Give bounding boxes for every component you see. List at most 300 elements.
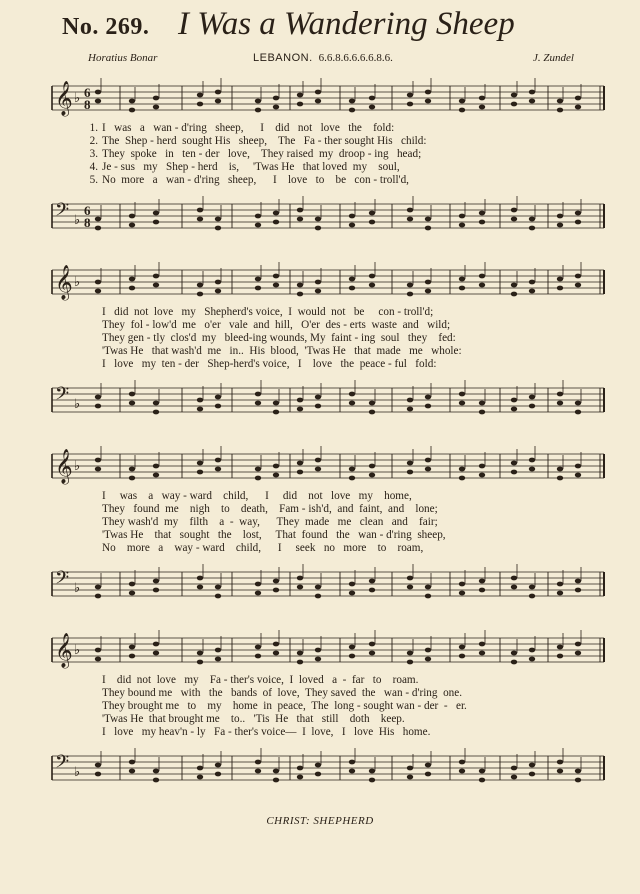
lyric-line	[88, 700, 608, 713]
note-head	[459, 769, 465, 774]
note-head	[407, 470, 413, 475]
flat-key-icon: ♭	[74, 580, 81, 595]
note-head	[129, 108, 135, 113]
note-head	[425, 280, 431, 285]
note-head	[153, 588, 159, 593]
note-head	[273, 401, 279, 406]
note-head	[575, 778, 581, 783]
note-head	[575, 473, 581, 478]
lyric-line	[88, 345, 608, 358]
tune-name: LEBANON.	[253, 52, 313, 64]
note-head	[407, 775, 413, 780]
note-head	[575, 211, 581, 216]
note-head	[459, 401, 465, 406]
note-head	[349, 645, 355, 650]
note-head	[255, 467, 261, 472]
note-head	[557, 654, 563, 659]
lyric-line	[88, 674, 608, 687]
note-head	[197, 775, 203, 780]
note-head	[479, 105, 485, 110]
note-head	[511, 407, 517, 412]
note-head	[315, 648, 321, 653]
note-head	[369, 769, 375, 774]
note-head	[255, 582, 261, 587]
note-head	[129, 392, 135, 397]
note-head	[255, 591, 261, 596]
note-head	[95, 657, 101, 662]
note-head	[255, 645, 261, 650]
bass-clef-icon: 𝄢	[55, 200, 70, 225]
note-head	[129, 476, 135, 481]
note-head	[511, 93, 517, 98]
note-head	[255, 108, 261, 113]
note-head	[425, 217, 431, 222]
lyric-text: Je - sus my Shep - herd is, 'Twas He that loved my soul,	[102, 161, 400, 173]
note-head	[297, 283, 303, 288]
note-head	[349, 286, 355, 291]
note-head	[407, 217, 413, 222]
note-head	[575, 579, 581, 584]
note-head	[511, 766, 517, 771]
note-head	[315, 772, 321, 777]
note-head	[215, 594, 221, 599]
note-head	[425, 594, 431, 599]
note-head	[95, 585, 101, 590]
note-head	[197, 208, 203, 213]
note-head	[369, 410, 375, 415]
note-head	[369, 473, 375, 478]
note-head	[153, 220, 159, 225]
note-head	[349, 223, 355, 228]
note-head	[95, 217, 101, 222]
note-head	[479, 588, 485, 593]
note-head	[297, 292, 303, 297]
note-head	[255, 392, 261, 397]
note-head	[529, 657, 535, 662]
note-head	[369, 651, 375, 656]
note-head	[315, 657, 321, 662]
lyric-line	[88, 503, 608, 516]
note-head	[557, 277, 563, 282]
note-head	[273, 410, 279, 415]
note-head	[369, 105, 375, 110]
note-head	[529, 226, 535, 231]
note-head	[297, 93, 303, 98]
note-head	[315, 458, 321, 463]
note-head	[407, 102, 413, 107]
note-head	[349, 108, 355, 113]
note-head	[153, 651, 159, 656]
treble-staff	[0, 262, 640, 302]
note-head	[197, 217, 203, 222]
note-head	[197, 102, 203, 107]
note-head	[369, 211, 375, 216]
note-head	[575, 105, 581, 110]
note-head	[255, 760, 261, 765]
lyric-text: I did not love my Shepherd's voice, I would not be con - troll'd;	[102, 306, 434, 318]
note-head	[255, 286, 261, 291]
note-head	[315, 467, 321, 472]
note-head	[129, 223, 135, 228]
note-head	[575, 96, 581, 101]
bass-clef-icon: 𝄢	[55, 568, 70, 593]
note-head	[349, 760, 355, 765]
note-head	[369, 464, 375, 469]
note-head	[479, 642, 485, 647]
note-head	[95, 395, 101, 400]
note-head	[511, 660, 517, 665]
note-head	[215, 657, 221, 662]
note-head	[407, 461, 413, 466]
note-head	[315, 585, 321, 590]
lyric-text: 'Twas He that wash'd me in.. His blood, 'Twas He that made me whole:	[102, 345, 462, 357]
note-head	[197, 93, 203, 98]
note-head	[529, 648, 535, 653]
note-head	[529, 404, 535, 409]
note-head	[529, 395, 535, 400]
note-head	[575, 283, 581, 288]
note-head	[197, 283, 203, 288]
note-head	[529, 217, 535, 222]
hymn-header	[0, 0, 640, 80]
note-head	[129, 582, 135, 587]
note-head	[425, 648, 431, 653]
note-head	[297, 660, 303, 665]
note-head	[215, 458, 221, 463]
note-head	[153, 105, 159, 110]
note-head	[273, 96, 279, 101]
note-head	[425, 763, 431, 768]
note-head	[349, 476, 355, 481]
lyric-text: They found me nigh to death, Fam - ish'd, and faint, and lone;	[102, 503, 438, 515]
note-head	[315, 280, 321, 285]
note-head	[575, 588, 581, 593]
lyric-text: They fol - low'd me o'er vale and hill, O'er des - erts waste and wild;	[102, 319, 451, 331]
note-head	[197, 585, 203, 590]
note-head	[95, 99, 101, 104]
verse-number: 2.	[89, 135, 98, 147]
note-head	[273, 579, 279, 584]
note-head	[369, 220, 375, 225]
note-head	[557, 99, 563, 104]
note-head	[197, 470, 203, 475]
lyric-text: They brought me to my home in peace, The long - sought wan - der - er.	[102, 700, 467, 712]
note-head	[153, 473, 159, 478]
note-head	[529, 772, 535, 777]
note-head	[425, 226, 431, 231]
lyric-line	[88, 319, 608, 332]
note-head	[479, 778, 485, 783]
note-head	[425, 99, 431, 104]
time-signature-top: 6	[84, 85, 91, 100]
note-head	[459, 223, 465, 228]
note-head	[315, 763, 321, 768]
note-head	[425, 467, 431, 472]
note-head	[297, 766, 303, 771]
treble-clef-icon: 𝄞	[55, 265, 73, 300]
note-head	[575, 464, 581, 469]
note-head	[129, 591, 135, 596]
note-head	[425, 90, 431, 95]
note-head	[129, 401, 135, 406]
note-head	[255, 223, 261, 228]
note-head	[575, 769, 581, 774]
lyric-line	[88, 490, 608, 503]
lyric-text: They wash'd my filth a - way, They made me clean and fair;	[102, 516, 438, 528]
note-head	[407, 585, 413, 590]
note-head	[129, 467, 135, 472]
note-head	[557, 769, 563, 774]
lyric-text: 'Twas He that brought me to.. 'Tis He that still doth keep.	[102, 713, 405, 725]
flat-key-icon: ♭	[74, 396, 81, 411]
note-head	[479, 410, 485, 415]
lyric-line	[88, 332, 608, 345]
lyric-text: I was a way - ward child, I did not love my home,	[102, 490, 412, 502]
note-head	[273, 769, 279, 774]
note-head	[273, 105, 279, 110]
note-head	[349, 769, 355, 774]
note-head	[315, 594, 321, 599]
note-head	[511, 217, 517, 222]
note-head	[511, 651, 517, 656]
note-head	[479, 211, 485, 216]
flat-key-icon: ♭	[74, 458, 81, 473]
note-head	[349, 654, 355, 659]
note-head	[479, 769, 485, 774]
note-head	[273, 473, 279, 478]
note-head	[575, 274, 581, 279]
note-head	[95, 467, 101, 472]
note-head	[529, 594, 535, 599]
note-head	[575, 220, 581, 225]
note-head	[255, 654, 261, 659]
note-head	[557, 645, 563, 650]
time-signature-top: 6	[84, 203, 91, 218]
lyric-line	[88, 161, 608, 174]
note-head	[479, 220, 485, 225]
lyric-text: I was a wan - d'ring sheep, I did not love the fold:	[102, 122, 395, 134]
note-head	[407, 292, 413, 297]
lyric-line	[88, 687, 608, 700]
note-head	[215, 404, 221, 409]
note-head	[95, 594, 101, 599]
note-head	[273, 211, 279, 216]
note-head	[215, 280, 221, 285]
note-head	[369, 283, 375, 288]
note-head	[369, 778, 375, 783]
note-head	[425, 657, 431, 662]
note-head	[153, 274, 159, 279]
note-head	[459, 214, 465, 219]
note-head	[129, 277, 135, 282]
time-signature-bottom: 8	[84, 97, 91, 112]
note-head	[511, 461, 517, 466]
note-head	[557, 108, 563, 113]
tune-meter: 6.6.8.6.6.6.6.8.6.	[318, 52, 393, 64]
note-head	[407, 407, 413, 412]
flat-key-icon: ♭	[74, 212, 81, 227]
note-head	[215, 99, 221, 104]
note-head	[297, 102, 303, 107]
note-head	[255, 401, 261, 406]
note-head	[297, 585, 303, 590]
note-head	[349, 467, 355, 472]
note-head	[557, 286, 563, 291]
hymn-number: No. 269.	[62, 14, 150, 40]
note-head	[215, 217, 221, 222]
note-head	[95, 763, 101, 768]
note-head	[529, 280, 535, 285]
note-head	[369, 588, 375, 593]
note-head	[273, 283, 279, 288]
note-head	[349, 401, 355, 406]
verse-number: 4.	[89, 161, 98, 173]
note-head	[315, 217, 321, 222]
note-head	[197, 651, 203, 656]
note-head	[369, 579, 375, 584]
note-head	[407, 576, 413, 581]
note-head	[273, 778, 279, 783]
note-head	[95, 772, 101, 777]
lyric-text: I love my heav'n - ly Fa - ther's voice— I love, I love His home.	[102, 726, 431, 738]
note-head	[197, 398, 203, 403]
note-head	[315, 226, 321, 231]
note-head	[129, 99, 135, 104]
note-head	[153, 769, 159, 774]
note-head	[153, 464, 159, 469]
note-head	[459, 277, 465, 282]
note-head	[129, 769, 135, 774]
lyric-text: I love my ten - der Shep-herd's voice, I love the peace - ful fold:	[102, 358, 437, 370]
note-head	[95, 90, 101, 95]
bass-clef-icon: 𝄢	[55, 752, 70, 777]
note-head	[459, 476, 465, 481]
note-head	[273, 588, 279, 593]
lyric-text: They gen - tly clos'd my bleed-ing wounds, My faint - ing soul they fed:	[102, 332, 456, 344]
note-head	[255, 214, 261, 219]
lyric-text: 'Twas He that sought the lost, That found the wan - d'ring sheep,	[102, 529, 446, 541]
note-head	[255, 99, 261, 104]
note-head	[479, 579, 485, 584]
note-head	[297, 398, 303, 403]
note-head	[557, 214, 563, 219]
note-head	[511, 292, 517, 297]
note-head	[459, 654, 465, 659]
note-head	[153, 579, 159, 584]
note-head	[459, 467, 465, 472]
note-head	[407, 283, 413, 288]
note-head	[529, 90, 535, 95]
note-head	[215, 763, 221, 768]
note-head	[557, 582, 563, 587]
bass-staff	[0, 748, 640, 788]
note-head	[349, 214, 355, 219]
note-head	[153, 96, 159, 101]
note-head	[511, 775, 517, 780]
lyric-line	[88, 358, 608, 371]
note-head	[215, 90, 221, 95]
note-head	[511, 398, 517, 403]
note-head	[529, 458, 535, 463]
note-head	[95, 458, 101, 463]
lyric-line	[88, 135, 608, 148]
treble-staff	[0, 446, 640, 486]
hymn-composer: J. Zundel	[533, 52, 574, 64]
note-head	[215, 772, 221, 777]
note-head	[407, 660, 413, 665]
note-head	[459, 760, 465, 765]
note-head	[369, 401, 375, 406]
note-head	[95, 648, 101, 653]
note-head	[529, 467, 535, 472]
note-head	[407, 93, 413, 98]
note-head	[425, 585, 431, 590]
note-head	[529, 99, 535, 104]
note-head	[297, 651, 303, 656]
note-head	[273, 464, 279, 469]
note-head	[95, 280, 101, 285]
note-head	[557, 476, 563, 481]
note-head	[297, 470, 303, 475]
note-head	[557, 760, 563, 765]
bass-staff	[0, 564, 640, 604]
lyric-text: I did not love my Fa - ther's voice, I loved a - far to roam.	[102, 674, 419, 686]
note-head	[95, 289, 101, 294]
lyric-line	[88, 122, 608, 135]
note-head	[557, 467, 563, 472]
note-head	[479, 651, 485, 656]
note-head	[575, 642, 581, 647]
note-head	[479, 473, 485, 478]
note-head	[129, 760, 135, 765]
lyric-text: No more a way - ward child, I seek no more to roam,	[102, 542, 424, 554]
note-head	[425, 404, 431, 409]
bass-clef-icon: 𝄢	[55, 384, 70, 409]
note-head	[349, 392, 355, 397]
topic-footer: CHRIST: SHEPHERD	[266, 815, 374, 827]
note-head	[425, 289, 431, 294]
note-head	[529, 585, 535, 590]
note-head	[459, 392, 465, 397]
note-head	[273, 220, 279, 225]
lyric-line	[88, 529, 608, 542]
note-head	[407, 651, 413, 656]
note-head	[215, 585, 221, 590]
lyric-line	[88, 713, 608, 726]
note-head	[297, 775, 303, 780]
note-head	[479, 283, 485, 288]
note-head	[255, 769, 261, 774]
lyric-text: They spoke in ten - der love, They raised my droop - ing head;	[102, 148, 422, 160]
note-head	[369, 274, 375, 279]
lyric-line	[88, 306, 608, 319]
note-head	[215, 289, 221, 294]
note-head	[349, 582, 355, 587]
note-head	[273, 642, 279, 647]
note-head	[459, 99, 465, 104]
note-head	[215, 226, 221, 231]
note-head	[459, 286, 465, 291]
note-head	[153, 401, 159, 406]
note-head	[575, 410, 581, 415]
note-head	[153, 410, 159, 415]
note-head	[273, 274, 279, 279]
lyric-text: They bound me with the bands of love, They saved the wan - d'ring one.	[102, 687, 463, 699]
note-head	[511, 470, 517, 475]
note-head	[153, 283, 159, 288]
note-head	[575, 401, 581, 406]
note-head	[407, 208, 413, 213]
